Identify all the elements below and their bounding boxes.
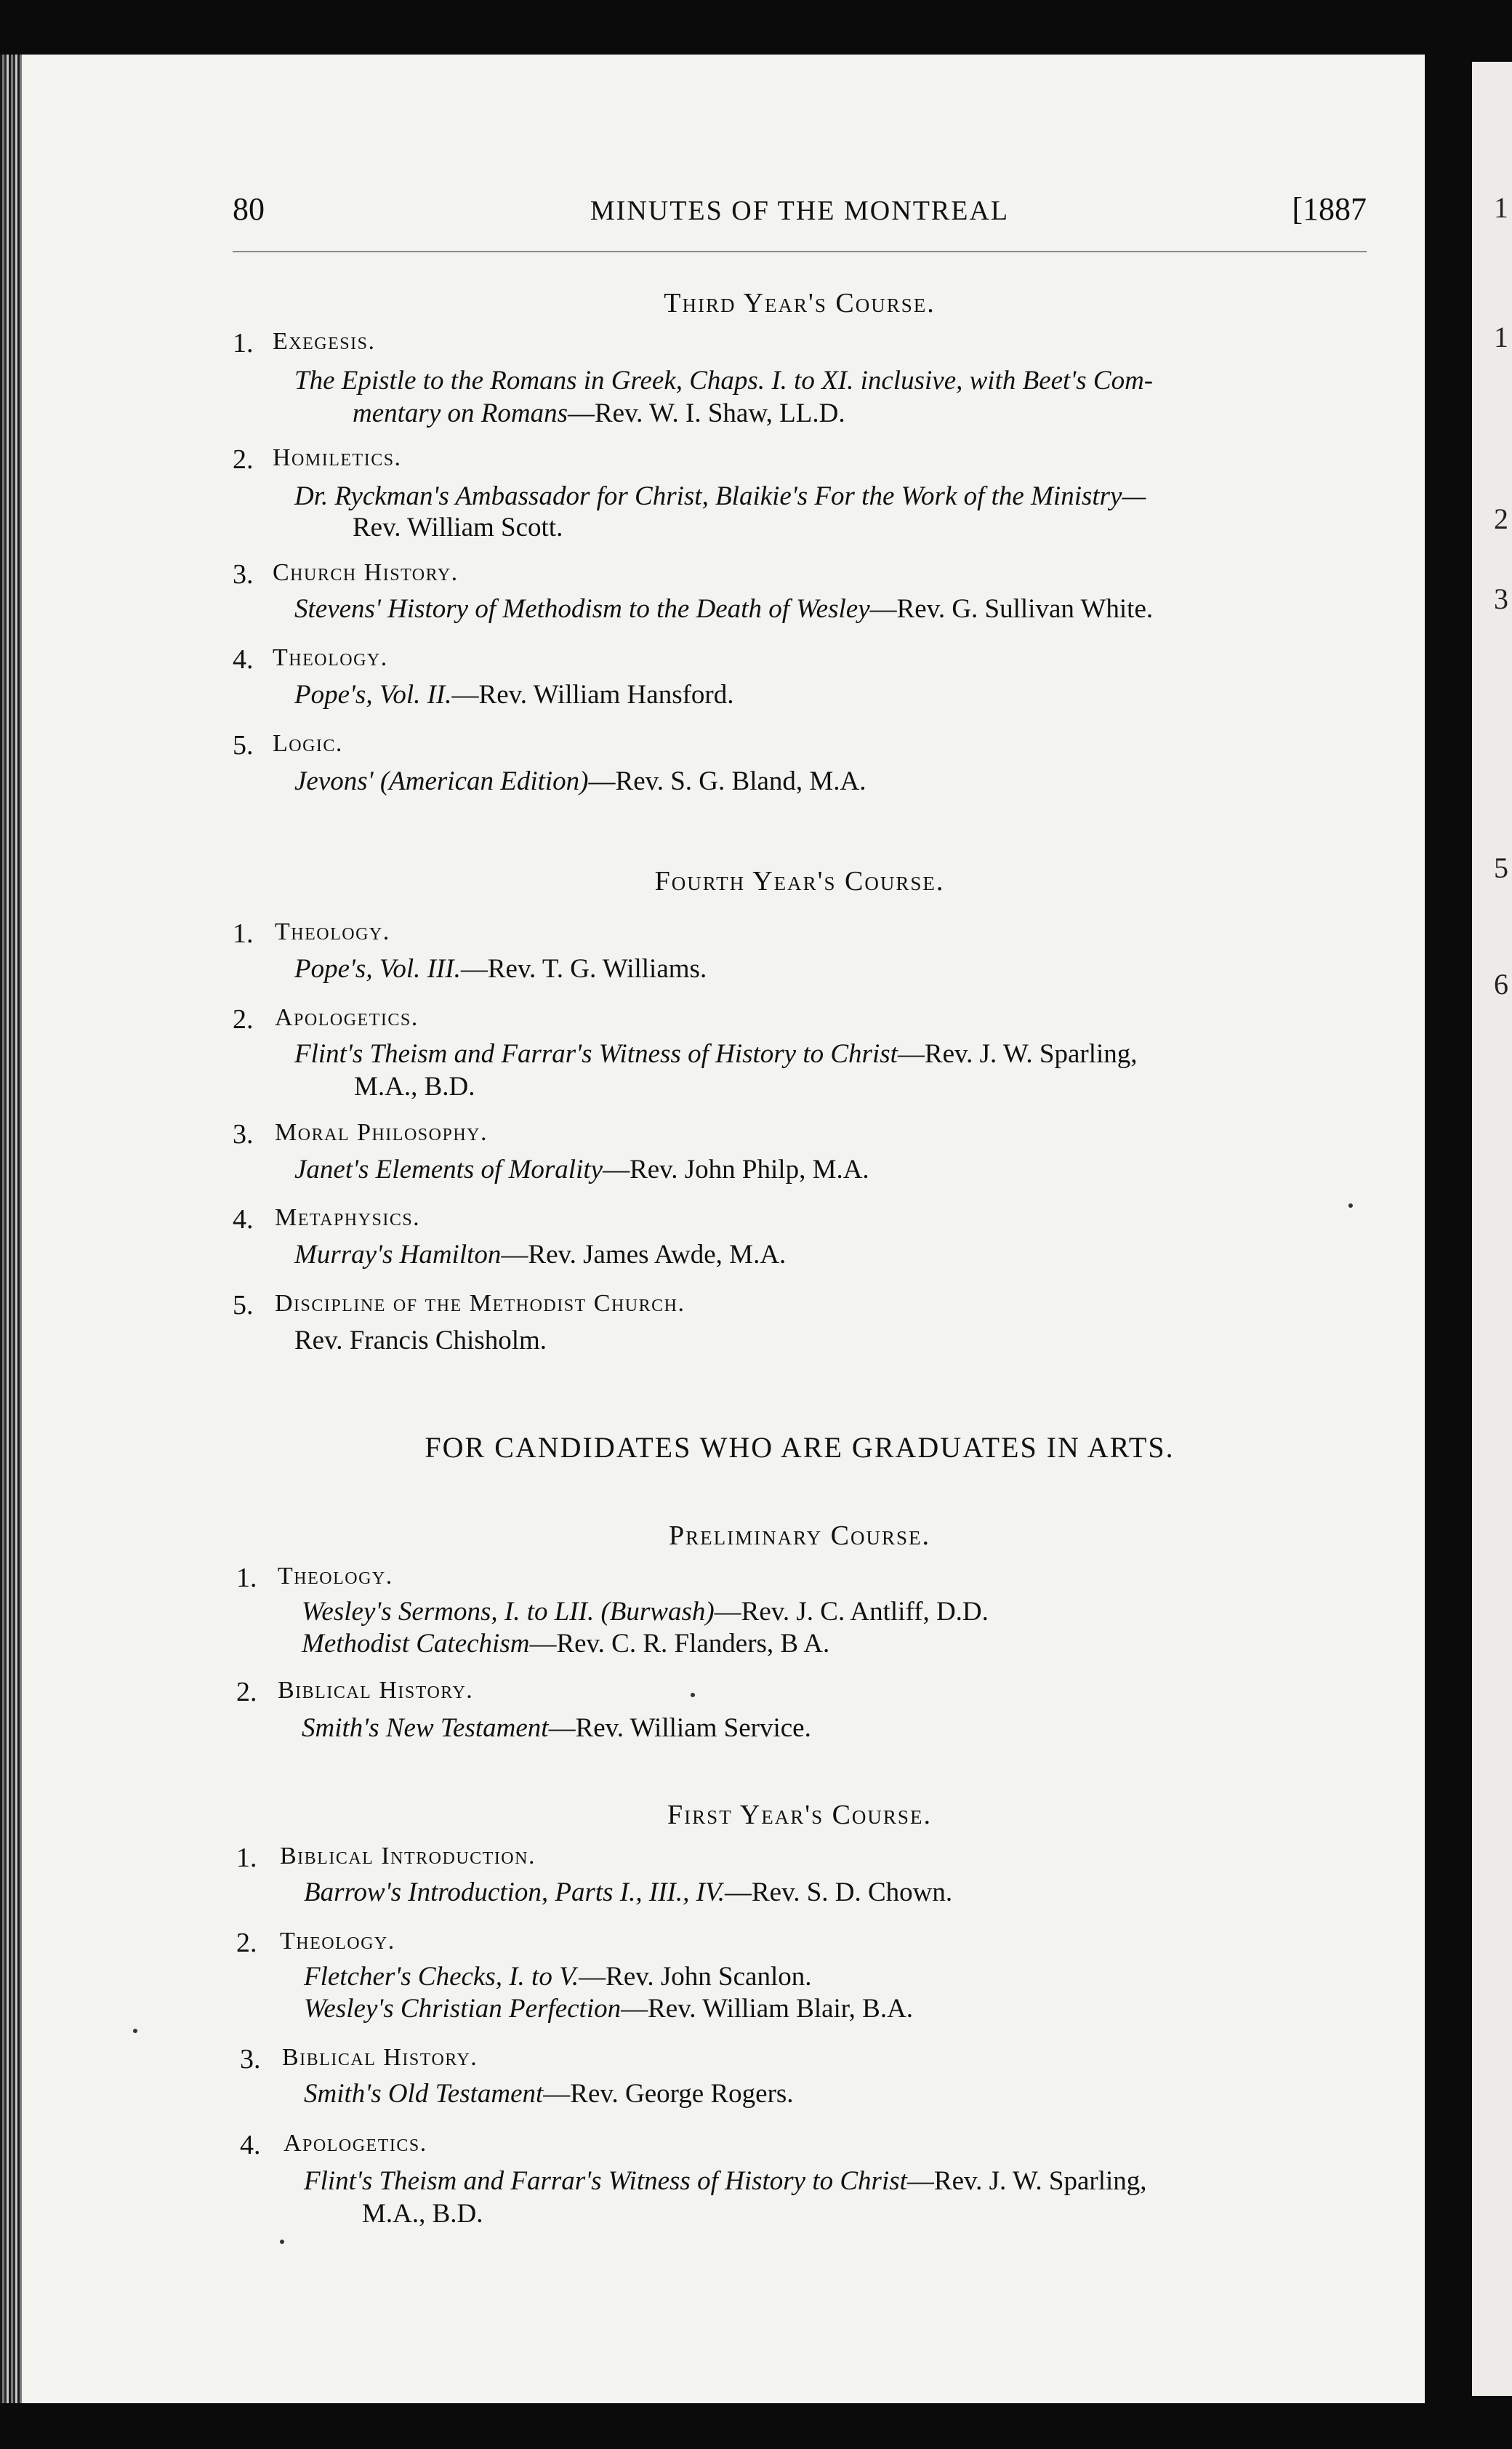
item-reference: Rev. William Scott. xyxy=(353,513,563,542)
item-reference: M.A., B.D. xyxy=(354,1072,475,1102)
header-year: [1887 xyxy=(1292,191,1367,227)
adjacent-page-mark: 2 xyxy=(1494,502,1508,535)
item-number: 4. xyxy=(233,644,254,675)
item-reference: Pope's, Vol. III.—Rev. T. G. Williams. xyxy=(294,954,707,984)
item-subject: Discipline of the Methodist Church. xyxy=(275,1290,685,1317)
item-subject: Biblical Introduction. xyxy=(280,1843,536,1869)
adjacent-page-mark: 1 xyxy=(1494,321,1508,353)
item-number: 3. xyxy=(240,2044,261,2075)
item-subject: Exegesis. xyxy=(273,328,376,355)
item-number: 3. xyxy=(233,559,254,590)
item-number: 2. xyxy=(233,1004,254,1035)
section-heading: FOR CANDIDATES WHO ARE GRADUATES IN ARTS. xyxy=(425,1431,1175,1464)
item-reference: Jevons' (American Edition)—Rev. S. G. Bland, M.A. xyxy=(294,766,866,796)
item-reference: Rev. Francis Chisholm. xyxy=(294,1326,547,1355)
item-number: 1. xyxy=(233,918,254,949)
item-subject: Apologetics. xyxy=(284,2130,427,2157)
item-number: 4. xyxy=(233,1204,254,1235)
item-number: 1. xyxy=(236,1563,257,1593)
item-reference: Janet's Elements of Morality—Rev. John Philp, M.A. xyxy=(294,1155,869,1185)
page-number: 80 xyxy=(233,191,265,227)
item-reference: Smith's New Testament—Rev. William Service. xyxy=(302,1713,811,1743)
item-subject: Theology. xyxy=(275,918,390,945)
header-rule xyxy=(233,251,1367,252)
item-number: 2. xyxy=(236,1928,257,1958)
adjacent-page-mark: 5 xyxy=(1494,851,1508,884)
item-subject: Biblical History. xyxy=(278,1677,474,1704)
item-reference: Wesley's Sermons, I. to LII. (Burwash)—Rev. J. C. Antliff, D.D. xyxy=(302,1597,989,1627)
item-reference: Barrow's Introduction, Parts I., III., IV.—Rev. S. D. Chown. xyxy=(304,1877,953,1907)
item-subject: Church History. xyxy=(273,559,459,586)
item-subject: Apologetics. xyxy=(275,1004,419,1031)
item-number: 4. xyxy=(240,2130,261,2160)
ink-speck xyxy=(280,2240,284,2244)
item-subject: Theology. xyxy=(273,644,388,671)
running-title: MINUTES OF THE MONTREAL xyxy=(590,196,1010,226)
item-reference: Stevens' History of Methodism to the Death of Wesley—Rev. G. Sullivan White. xyxy=(294,594,1154,624)
item-reference: Fletcher's Checks, I. to V.—Rev. John Scanlon. xyxy=(304,1962,812,1992)
item-subject: Moral Philosophy. xyxy=(275,1119,488,1146)
item-number: 1. xyxy=(236,1843,257,1873)
course-heading: Third Year's Course. xyxy=(664,288,936,318)
item-reference: Wesley's Christian Perfection—Rev. William Blair, B.A. xyxy=(304,1994,914,2024)
running-header xyxy=(233,191,1367,234)
item-subject: Theology. xyxy=(280,1928,395,1955)
item-subject: Logic. xyxy=(273,730,343,757)
item-reference: M.A., B.D. xyxy=(362,2199,483,2229)
item-number: 5. xyxy=(233,1290,254,1320)
item-reference: Smith's Old Testament—Rev. George Rogers. xyxy=(304,2079,794,2109)
item-subject: Theology. xyxy=(278,1563,393,1590)
adjacent-page-mark: 3 xyxy=(1494,582,1508,615)
item-number: 1. xyxy=(233,328,254,358)
course-heading: Preliminary Course. xyxy=(669,1520,930,1551)
item-subject: Homiletics. xyxy=(273,444,402,471)
item-reference: Flint's Theism and Farrar's Witness of History to Christ—Rev. J. W. Sparling, xyxy=(304,2166,1147,2196)
item-reference: Flint's Theism and Farrar's Witness of History to Christ—Rev. J. W. Sparling, xyxy=(294,1039,1138,1069)
ink-speck xyxy=(1348,1203,1353,1208)
adjacent-page-mark: 1 xyxy=(1494,191,1508,224)
item-reference: Dr. Ryckman's Ambassador for Christ, Blaikie's For the Work of the Ministry— xyxy=(294,481,1146,511)
item-number: 5. xyxy=(233,730,254,761)
item-subject: Metaphysics. xyxy=(275,1204,421,1231)
item-reference: The Epistle to the Romans in Greek, Chaps. I. to XI. inclusive, with Beet's Com- xyxy=(294,366,1154,396)
adjacent-page-mark: 6 xyxy=(1494,968,1508,1001)
ink-speck xyxy=(133,2029,137,2033)
ink-speck xyxy=(691,1693,695,1697)
item-reference: Methodist Catechism—Rev. C. R. Flanders, B A. xyxy=(302,1629,830,1659)
item-reference: Pope's, Vol. II.—Rev. William Hansford. xyxy=(294,680,734,710)
item-reference: Murray's Hamilton—Rev. James Awde, M.A. xyxy=(294,1240,787,1270)
item-number: 2. xyxy=(233,444,254,475)
course-heading: Fourth Year's Course. xyxy=(654,866,945,897)
item-reference: mentary on Romans—Rev. W. I. Shaw, LL.D. xyxy=(353,398,845,428)
course-heading: First Year's Course. xyxy=(667,1800,932,1830)
item-number: 2. xyxy=(236,1677,257,1707)
adjacent-page-edge xyxy=(1472,62,1512,2396)
item-subject: Biblical History. xyxy=(282,2044,478,2071)
item-number: 3. xyxy=(233,1119,254,1150)
